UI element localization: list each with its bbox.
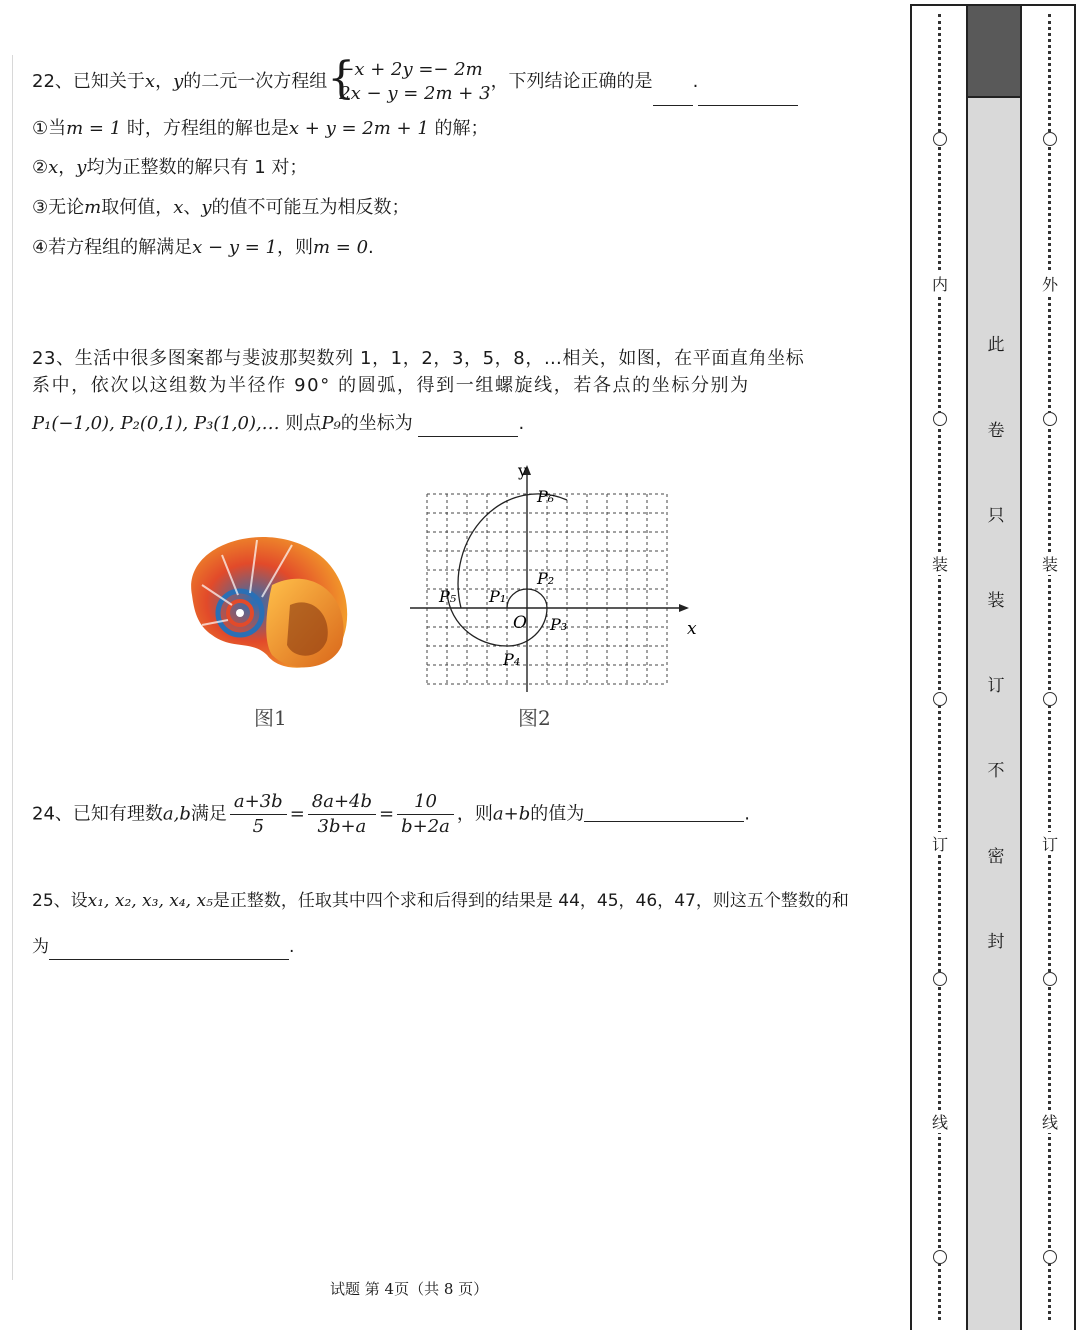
- question-23-line3: P₁(−1,0), P₂(0,1), P₃(1,0),… 则点P₉的坐标为 .: [32, 411, 524, 437]
- label-p2: P₂: [537, 569, 555, 588]
- label-p1: P₁: [489, 587, 507, 606]
- question-25-line2: 为 .: [32, 934, 294, 960]
- figure-1-caption: 图1: [254, 706, 287, 730]
- answer-blank-23[interactable]: [418, 416, 518, 437]
- answer-blank-22b[interactable]: [698, 85, 798, 106]
- hole-marker: [1043, 692, 1057, 706]
- page-footer: 试题 第 4页（共 8 页）: [330, 1280, 489, 1298]
- fraction-2: $\frac{8a+4b}{3b+a}$: [308, 790, 376, 839]
- hole-marker: [1043, 132, 1057, 146]
- label-p4: P₄: [503, 650, 521, 669]
- question-22-stem: 22、已知关于x，y的二元一次方程组 { −x + 2y =− 2m 2x − y = 2m + 3 ，下列结论正确的是 .: [32, 58, 798, 106]
- binding-strip-seal: [966, 4, 1022, 1330]
- spiral-grid-diagram: [405, 460, 705, 700]
- question-25-line1: 25、设x₁, x₂, x₃, x₄, x₅是正整数，任取其中四个求和后得到的结果是 44，45，46，47，则这五个整数的和: [32, 891, 849, 911]
- binding-margin: 内 装 订 线 此 卷 只 装 订 不 密 封 外 装 订 线: [910, 4, 1076, 1330]
- nautilus-shell-image: [172, 525, 362, 675]
- figure-2-caption: 图2: [518, 706, 551, 730]
- label-p5: P₅: [439, 587, 457, 606]
- hole-marker: [933, 412, 947, 426]
- hole-marker: [933, 692, 947, 706]
- label-p3: P₃: [550, 615, 568, 634]
- answer-blank-22a[interactable]: [653, 85, 693, 106]
- question-24: 24、已知有理数a,b满足 $\frac{a+3b}{5}$ = $\frac{8a+4b}{3b+a}$ = $\frac{10}{b+2a}$ ，则a+b的值为 .: [32, 791, 750, 837]
- origin-label: O: [513, 613, 527, 633]
- x-axis-label: x: [687, 619, 697, 639]
- option-3: ③无论m取何值，x、y的值不可能互为相反数；: [32, 197, 410, 218]
- hole-marker: [1043, 1250, 1057, 1264]
- hole-marker: [933, 1250, 947, 1264]
- question-23-line1: 23、生活中很多图案都与斐波那契数列 1，1，2，3，5，8，…相关，如图，在平面直角坐标: [32, 348, 805, 369]
- equation-system: { −x + 2y =− 2m 2x − y = 2m + 3: [327, 53, 491, 104]
- label-p6: P₆: [537, 487, 555, 506]
- option-2: ②x，y均为正整数的解只有 1 对；: [32, 157, 308, 178]
- binding-strip-header: [966, 4, 1022, 98]
- answer-blank-24[interactable]: [584, 807, 744, 822]
- margin-line: [12, 55, 13, 1280]
- question-23-line2: 系中，依次以这组数为半径作 90° 的圆弧，得到一组螺旋线，若各点的坐标分别为: [32, 375, 750, 396]
- answer-blank-25[interactable]: [49, 939, 289, 960]
- option-4: ④若方程组的解满足x − y = 1，则m = 0.: [32, 237, 374, 258]
- y-axis-label: y: [518, 461, 528, 480]
- hole-marker: [933, 132, 947, 146]
- fraction-1: $\frac{a+3b}{5}$: [230, 790, 287, 839]
- option-1: ①当m = 1 时，方程组的解也是x + y = 2m + 1 的解；: [32, 118, 489, 139]
- fraction-3: $\frac{10}{b+2a}$: [397, 790, 454, 839]
- hole-marker: [933, 972, 947, 986]
- hole-marker: [1043, 412, 1057, 426]
- hole-marker: [1043, 972, 1057, 986]
